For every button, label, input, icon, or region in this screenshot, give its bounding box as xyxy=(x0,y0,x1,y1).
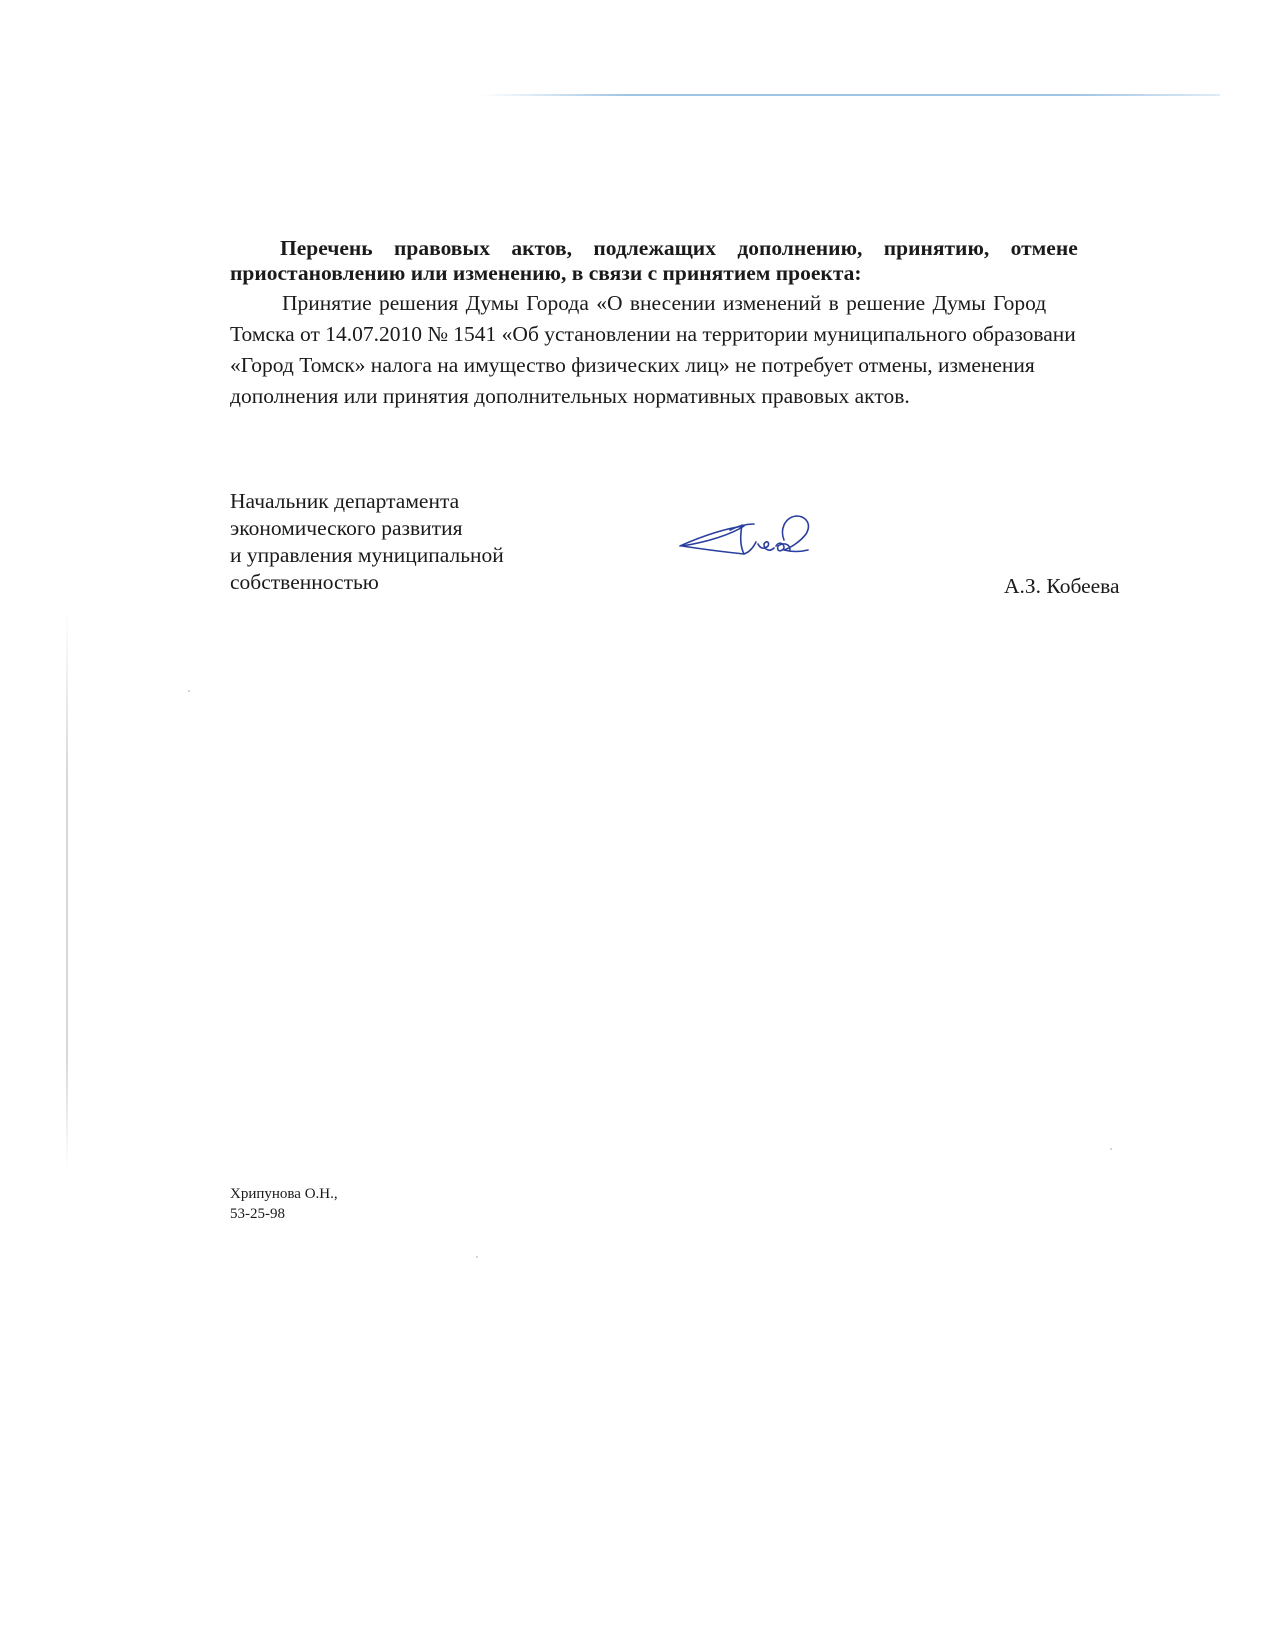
heading-line-1: Перечень правовых актов, подлежащих дополнению, принятию, отмене xyxy=(280,236,1078,260)
position-line-4: собственностью xyxy=(230,570,379,594)
document-paragraph xyxy=(230,288,1230,412)
scan-artifact-line xyxy=(480,94,1220,96)
position-line-2: экономического развития xyxy=(230,516,463,540)
executor-phone: 53-25-98 xyxy=(230,1206,285,1222)
paragraph-line-1: Принятие решения Думы Города «О внесении изменений в решение Думы Город xyxy=(282,291,1047,315)
signer-name: А.З. Кобеева xyxy=(1004,574,1120,598)
scan-speck xyxy=(188,690,190,692)
scan-artifact-edge xyxy=(66,610,68,1170)
document-heading xyxy=(230,236,1230,286)
scan-speck xyxy=(476,1256,478,1258)
heading-line-2: приостановлению или изменению, в связи с принятием проекта: xyxy=(230,261,862,285)
position-line-3: и управления муниципальной xyxy=(230,543,504,567)
scan-speck xyxy=(1110,1148,1112,1150)
executor-name: Хрипунова О.Н., xyxy=(230,1186,338,1202)
paragraph-line-3: «Город Томск» налога на имущество физических лиц» не потребует отмены, изменения xyxy=(230,353,1035,377)
paragraph-line-4: дополнения или принятия дополнительных нормативных правовых актов. xyxy=(230,384,910,408)
document-body xyxy=(230,236,1230,412)
signer-position xyxy=(230,488,504,596)
position-line-1: Начальник департамента xyxy=(230,489,460,513)
paragraph-line-2: Томска от 14.07.2010 № 1541 «Об установлении на территории муниципального образовани xyxy=(230,322,1076,346)
executor-contact xyxy=(230,1184,338,1224)
handwritten-signature xyxy=(672,512,822,567)
